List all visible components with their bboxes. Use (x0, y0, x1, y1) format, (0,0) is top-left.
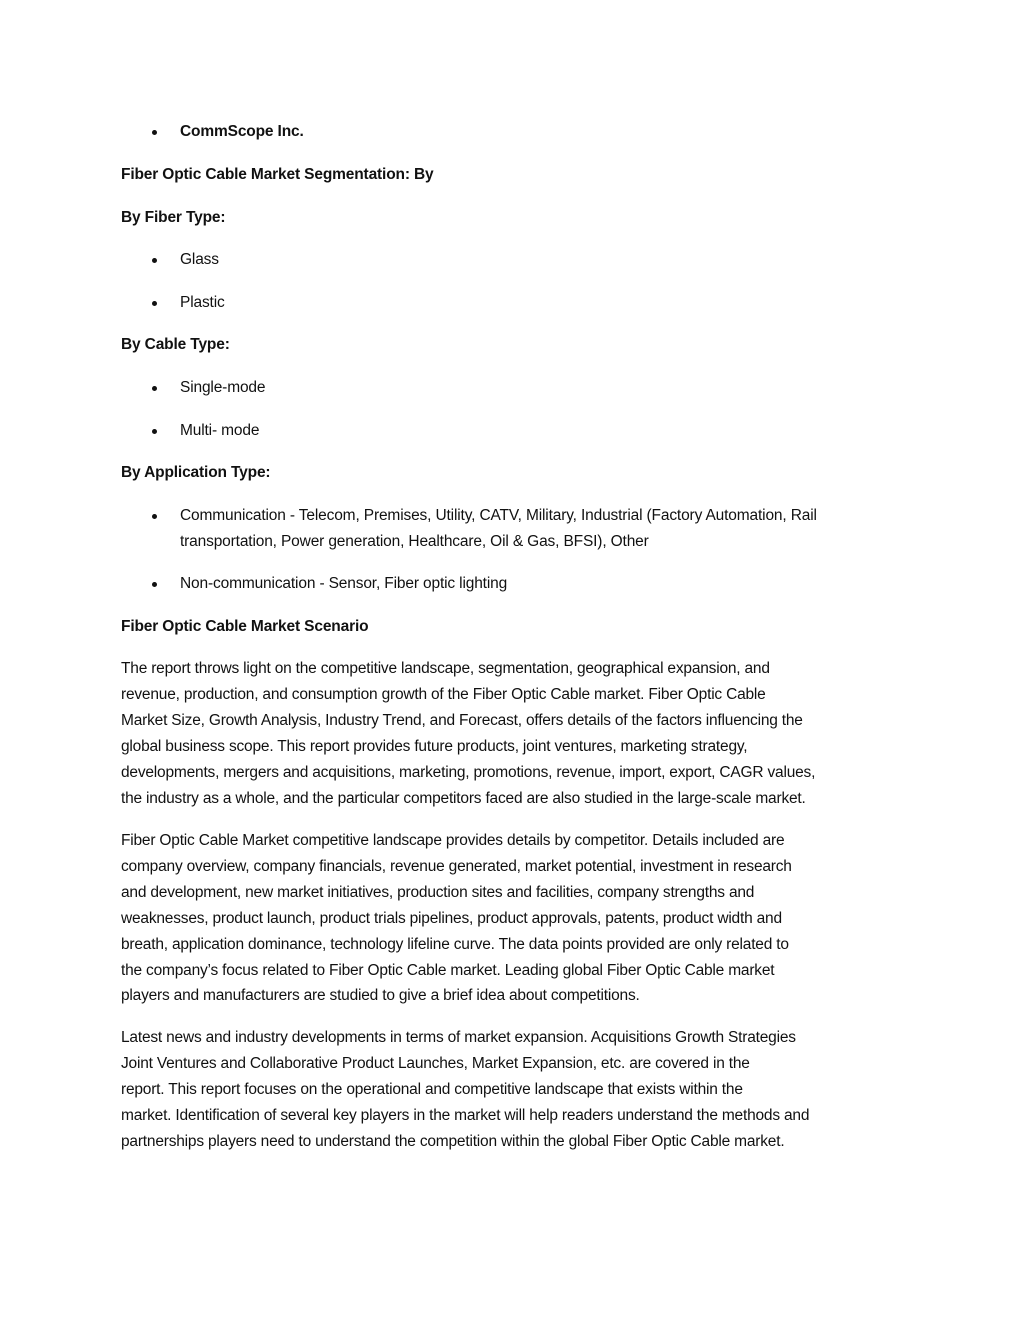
paragraph-line: and development, new market initiatives, production sites and facilities, company strengths and (121, 883, 755, 901)
paragraph (121, 828, 911, 1009)
paragraph-line: Market Size, Growth Analysis, Industry Trend, and Forecast, offers details of the factors influencing the (121, 711, 803, 729)
paragraph-line: weaknesses, product launch, product trials pipelines, product approvals, patents, product width and (121, 909, 782, 927)
cable-type-item: Multi- mode (180, 422, 260, 439)
paragraph (121, 1025, 911, 1155)
bullet-icon (152, 386, 157, 391)
paragraph-line: partnerships players need to understand the competition within the global Fiber Optic Cable market. (121, 1132, 785, 1150)
bullet-icon (152, 130, 157, 135)
paragraph-line: market. Identification of several key players in the market will help readers understand the methods and (121, 1106, 810, 1124)
paragraph-line: global business scope. This report provides future products, joint ventures, marketing strategy, (121, 737, 748, 755)
paragraph (121, 656, 911, 811)
paragraph-line: revenue, production, and consumption growth of the Fiber Optic Cable market. Fiber Optic Cable (121, 685, 766, 703)
bullet-icon (152, 429, 157, 434)
paragraph-line: players and manufacturers are studied to give a brief idea about competitions. (121, 987, 640, 1005)
paragraph-line: breath, application dominance, technology lifeline curve. The data points provided are only related to (121, 935, 789, 953)
fiber-type-heading: By Fiber Type: (121, 209, 226, 226)
segmentation-heading: Fiber Optic Cable Market Segmentation: By (121, 166, 434, 183)
fiber-type-item: Glass (180, 251, 219, 268)
scenario-heading: Fiber Optic Cable Market Scenario (121, 618, 369, 635)
paragraph-line: report. This report focuses on the operational and competitive landscape that exists within the (121, 1080, 743, 1098)
application-type-item-line: transportation, Power generation, Healthcare, Oil & Gas, BFSI), Other (180, 533, 649, 550)
application-type-item-line: Non-communication - Sensor, Fiber optic lighting (180, 575, 508, 592)
paragraph-line: Fiber Optic Cable Market competitive landscape provides details by competitor. Details included are (121, 832, 785, 849)
paragraph-line: the industry as a whole, and the particular competitors faced are also studied in the large-scale market. (121, 789, 806, 807)
application-type-heading: By Application Type: (121, 464, 271, 481)
company-list-item: CommScope Inc. (180, 123, 304, 140)
application-type-item-line: Communication - Telecom, Premises, Utility, CATV, Military, Industrial (Factory Automation, Rail (180, 507, 817, 524)
paragraph-line: company overview, company financials, revenue generated, market potential, investment in research (121, 857, 792, 875)
fiber-type-item: Plastic (180, 294, 225, 311)
paragraph-line: developments, mergers and acquisitions, marketing, promotions, revenue, import, export, CAGR values, (121, 763, 816, 781)
cable-type-heading: By Cable Type: (121, 336, 230, 353)
bullet-icon (152, 582, 157, 587)
paragraph-line: Latest news and industry developments in terms of market expansion. Acquisitions Growth Strategies (121, 1029, 796, 1046)
cable-type-item: Single-mode (180, 379, 266, 396)
bullet-icon (152, 258, 157, 263)
paragraph-line: The report throws light on the competitive landscape, segmentation, geographical expansion, and (121, 660, 770, 677)
bullet-icon (152, 301, 157, 306)
paragraph-line: the company’s focus related to Fiber Optic Cable market. Leading global Fiber Optic Cable market (121, 961, 775, 979)
paragraph-line: Joint Ventures and Collaborative Product Launches, Market Expansion, etc. are covered in the (121, 1054, 750, 1072)
bullet-icon (152, 514, 157, 519)
